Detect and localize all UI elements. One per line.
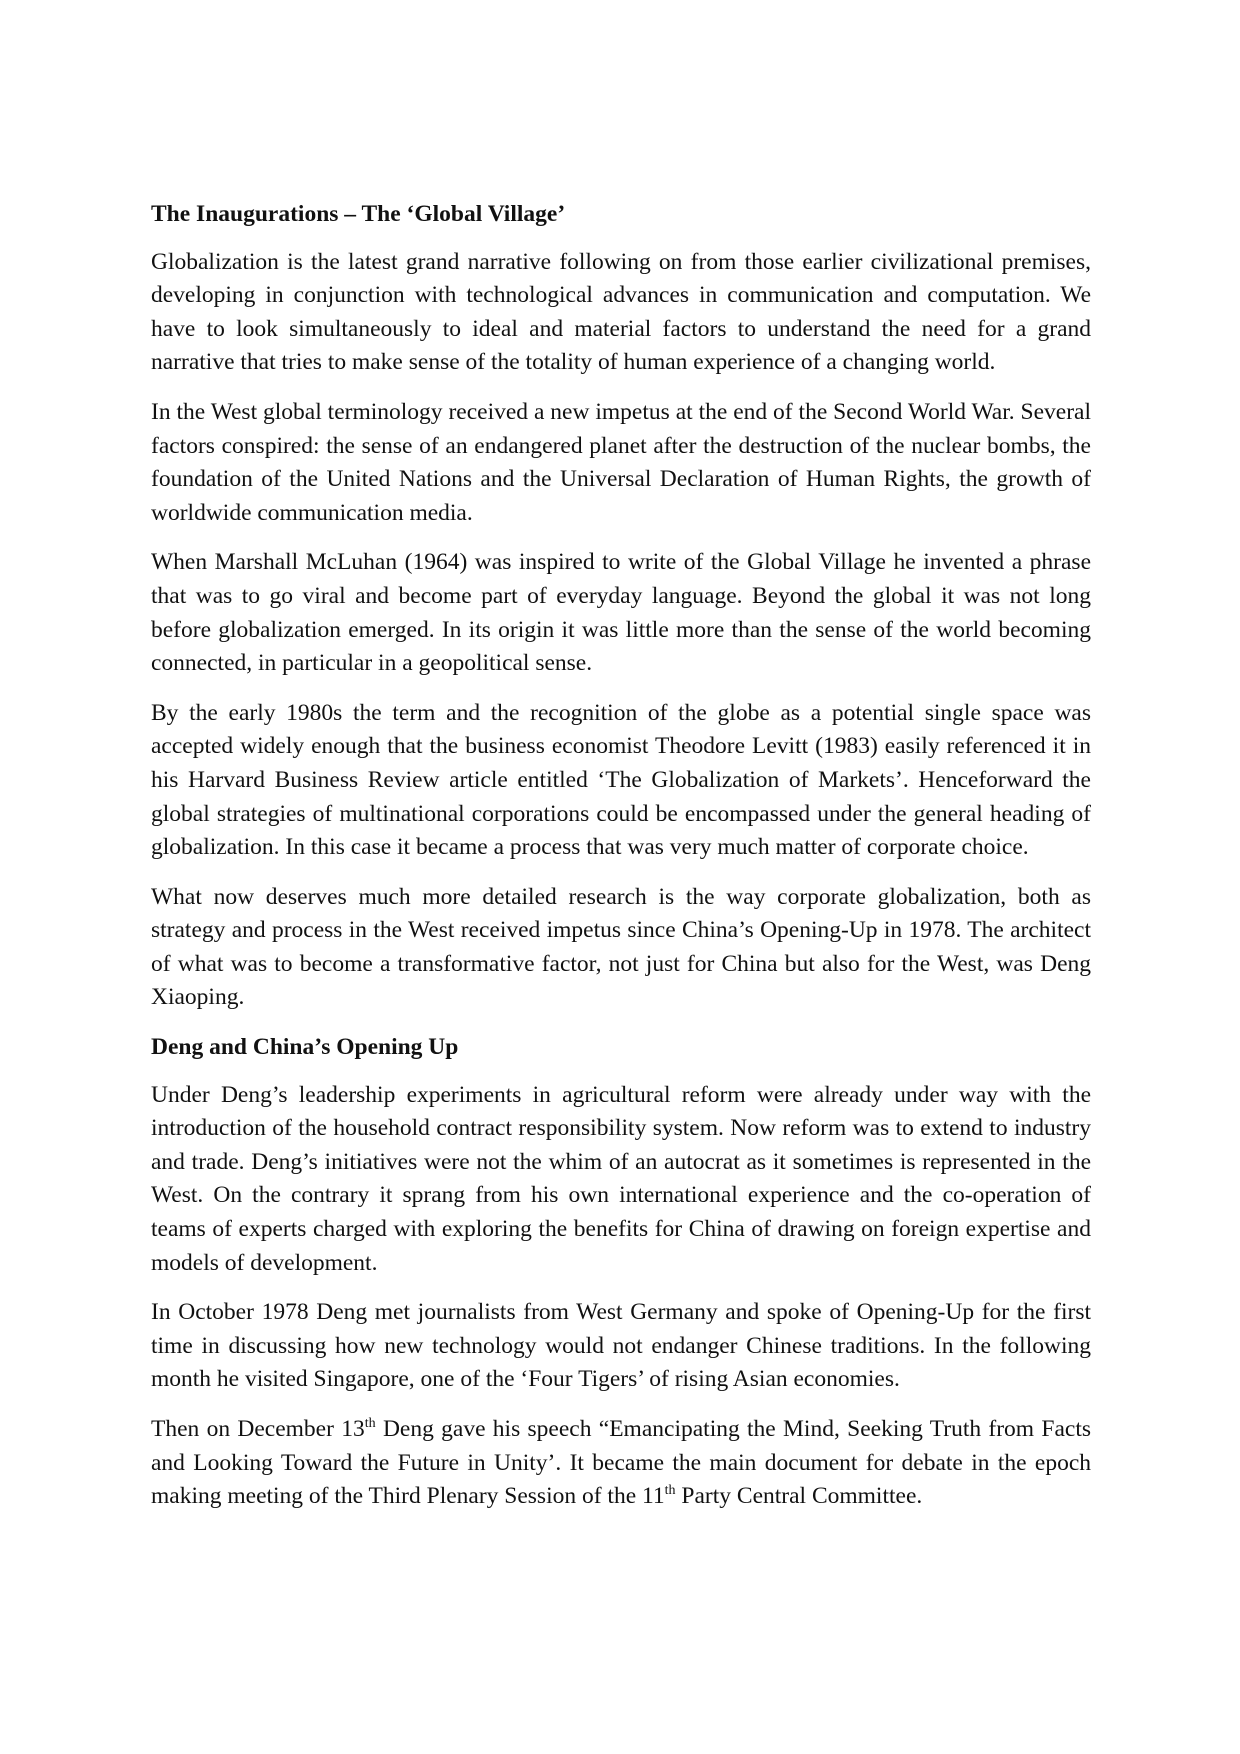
paragraph: What now deserves much more detailed research is the way corporate globalization, both as strategy and process in the West received impetus since China’s Opening-Up in 1978. The architect of what was to become a transformative factor, not just for China but also for the West, was Deng Xiaoping. <box>151 883 1091 1011</box>
section-heading-deng-opening-up: Deng and China’s Opening Up <box>151 1034 459 1061</box>
paragraph: By the early 1980s the term and the recognition of the globe as a potential single space was accepted widely enough that the business economist Theodore Levitt (1983) easily referenced it in his Harvard Business Review article entitled ‘The Globalization of Markets’. Henceforward the global strategies of multinational corporations could be encompassed under the general heading of globalization. In this case it became a process that was very much matter of corporate choice. <box>151 699 1091 861</box>
superscript: th <box>664 1483 676 1499</box>
text-run: Deng gave his speech “Emancipating the Mind, Seeking Truth from Facts and Looking Toward the Future in Unity’. It became the main document for debate in the epoch making meeting of the Third Plenary Session of the 11 <box>151 1416 1091 1510</box>
paragraph-last <box>151 1413 1091 1514</box>
paragraph: In October 1978 Deng met journalists from West Germany and spoke of Opening-Up for the first time in discussing how new technology would not endanger Chinese traditions. In the following month he visited Singapore, one of the ‘Four Tigers’ of rising Asian economies. <box>151 1299 1091 1393</box>
text-run: Then on December 13 <box>151 1416 365 1442</box>
paragraph: Under Deng’s leadership experiments in agricultural reform were already under way with the introduction of the household contract responsibility system. Now reform was to extend to industry and trade. Deng’s initiatives were not the whim of an autocrat as it sometimes is represented in the West. On the contrary it sprang from his own international experience and the co-operation of teams of experts charged with exploring the benefits for China of drawing on foreign expertise and models of development. <box>151 1081 1091 1276</box>
text-run: Party Central Committee. <box>675 1483 923 1510</box>
paragraph: Globalization is the latest grand narrative following on from those earlier civilizational premises, developing in conjunction with technological advances in communication and computation. We have to look simultaneously to ideal and material factors to understand the need for a grand narrative that tries to make sense of the totality of human experience of a changing world. <box>151 248 1091 376</box>
section-heading-global-village: The Inaugurations – The ‘Global Village’ <box>151 201 566 227</box>
paragraph: When Marshall McLuhan (1964) was inspired to write of the Global Village he invented a phrase that was to go viral and become part of everyday language. Beyond the global it was not long before globalization emerged. In its origin it was little more than the sense of the world becoming connected, in particular in a geopolitical sense. <box>151 549 1091 677</box>
document-page <box>151 198 1091 1530</box>
superscript: th <box>364 1416 376 1431</box>
paragraph: In the West global terminology received a new impetus at the end of the Second World War. Several factors conspired: the sense of an endangered planet after the destruction of the nuclear bombs, the foundation of the United Nations and the Universal Declaration of Human Rights, the growth of worldwide communication media. <box>151 398 1091 526</box>
